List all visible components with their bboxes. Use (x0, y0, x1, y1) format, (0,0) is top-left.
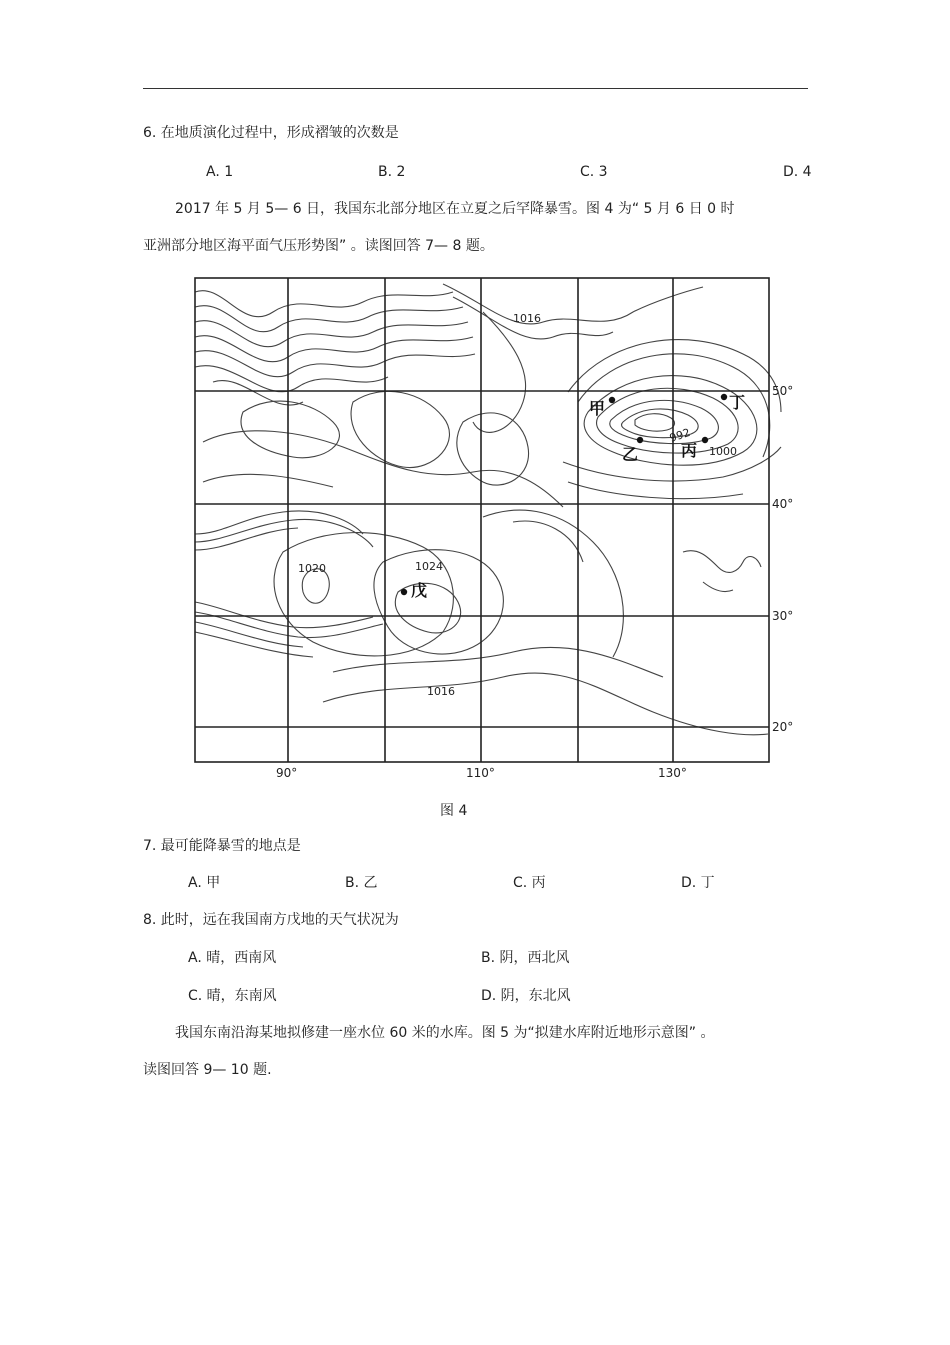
intro-paragraph-1-line-2: 亚洲部分地区海平面气压形势图” 。读图回答 7— 8 题。 (143, 238, 494, 254)
point-wu-marker (401, 589, 407, 595)
figure-caption: 图 4 (440, 803, 468, 819)
point-jia-marker (609, 397, 615, 403)
point-ding-label: 丁 (729, 393, 746, 412)
question-7-option-a: A. 甲 (188, 875, 221, 891)
lat-label-50: 50° (772, 384, 794, 398)
isobar-label: 1016 (427, 685, 455, 698)
intro-paragraph-1-line-1: 2017 年 5 月 5— 6 日，我国东北部分地区在立夏之后罕降暴雪。图 4 为“ 5 月 6 日 0 时 (175, 201, 735, 217)
question-6-option-d: D. 4 (783, 164, 812, 180)
point-wu-label: 戊 (411, 581, 428, 600)
question-8-option-c: C. 晴，东南风 (188, 988, 277, 1004)
point-bing-label: 丙 (681, 441, 698, 460)
question-6-stem: 6. 在地质演化过程中，形成褶皱的次数是 (143, 125, 399, 141)
header-rule (143, 88, 808, 89)
question-8-option-a: A. 晴，西南风 (188, 950, 277, 966)
question-8-option-d: D. 阴，东北风 (481, 988, 571, 1004)
point-yi-marker (637, 437, 643, 443)
point-ding-marker (721, 394, 727, 400)
lon-label-110: 110° (466, 766, 495, 780)
question-6-option-a: A. 1 (206, 164, 234, 180)
point-jia-label: 甲 (589, 399, 606, 418)
lat-label-20: 20° (772, 720, 794, 734)
lat-label-30: 30° (772, 609, 794, 623)
question-7-stem: 7. 最可能降暴雪的地点是 (143, 838, 301, 854)
isobar-label: 992 (667, 426, 692, 445)
point-bing-marker (702, 437, 708, 443)
question-8-option-b: B. 阴，西北风 (481, 950, 570, 966)
point-yi-label: 乙 (622, 445, 639, 464)
isobar-label: 1024 (415, 560, 443, 573)
question-7-option-d: D. 丁 (681, 875, 715, 891)
isobar-label: 1020 (298, 562, 326, 575)
question-7-option-c: C. 丙 (513, 875, 546, 891)
lon-label-90: 90° (276, 766, 298, 780)
question-8-stem: 8. 此时，远在我国南方戊地的天气状况为 (143, 912, 399, 928)
pressure-map (183, 272, 794, 792)
lat-label-40: 40° (772, 497, 794, 511)
lon-label-130: 130° (658, 766, 687, 780)
question-7-option-b: B. 乙 (345, 875, 378, 891)
isobar-label: 1016 (513, 312, 541, 325)
intro-paragraph-2-line-1: 我国东南沿海某地拟修建一座水位 60 米的水库。图 5 为“拟建水库附近地形示意图” 。 (175, 1025, 715, 1041)
question-6-option-b: B. 2 (378, 164, 406, 180)
question-6-option-c: C. 3 (580, 164, 608, 180)
intro-paragraph-2-line-2: 读图回答 9— 10 题. (143, 1062, 272, 1078)
isobar-label: 1000 (709, 445, 737, 458)
